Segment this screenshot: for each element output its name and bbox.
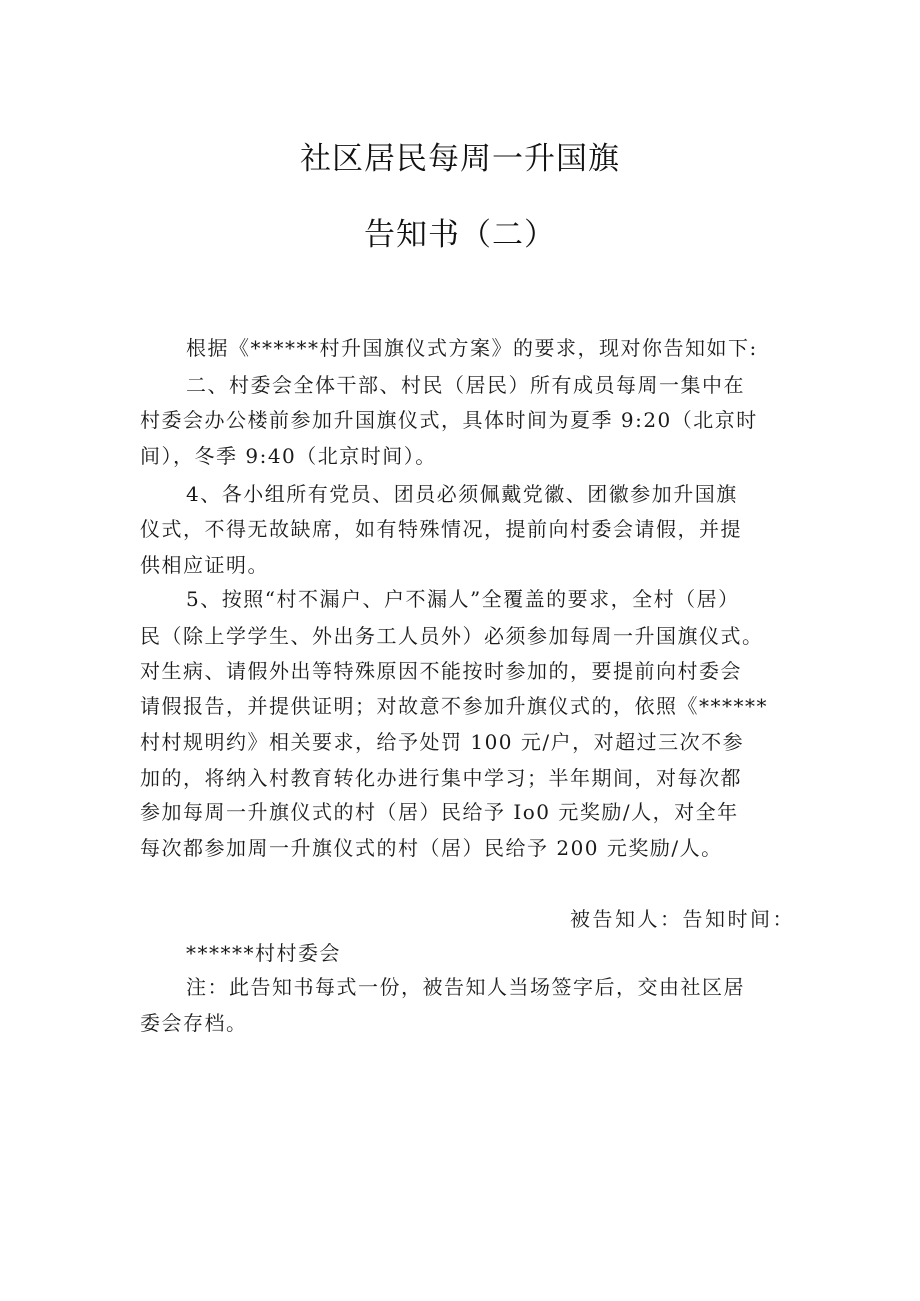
paragraph-2-line: 二、村委会全体干部、村民（居民）所有成员每周一集中在 <box>186 373 745 397</box>
paragraph-5-line: 参加每周一升旗仪式的村（居）民给予 Io0 元奖励/人，对全年 <box>140 800 739 824</box>
paragraph-5-line: 民（除上学学生、外出务工人员外）必须参加每周一升国旗仪式。 <box>140 624 764 648</box>
paragraph-5-line: 村村规明约》相关要求，给予处罚 100 元/户，对超过三次不参 <box>140 730 745 754</box>
paragraph-intro: 根据《******村升国旗仪式方案》的要求，现对你告知如下: <box>186 336 758 360</box>
paragraph-5-line: 对生病、请假外出等特殊原因不能按时参加的，要提前向村委会 <box>140 659 742 683</box>
paragraph-4-line: 供相应证明。 <box>140 553 269 577</box>
paragraph-2-line: 间），冬季 9:40（北京时间）。 <box>140 444 437 468</box>
paragraph-5-line: 加的，将纳入村教育转化办进行集中学习；半年期间，对每次都 <box>140 766 742 790</box>
document-subtitle: 告知书（二） <box>364 217 556 253</box>
issuer-name: ******村村委会 <box>186 941 341 965</box>
paragraph-2-line: 村委会办公楼前参加升国旗仪式，具体时间为夏季 9:20（北京时 <box>140 408 758 432</box>
paragraph-5-line: 5、按照“村不漏户、户不漏人”全覆盖的要求，全村（居） <box>186 587 740 611</box>
note-line: 注：此告知书每式一份，被告知人当场签字后，交由社区居 <box>186 975 745 999</box>
recipient-signature-line: 被告知人：告知时间： <box>570 907 795 931</box>
note-line: 委会存档。 <box>140 1011 248 1035</box>
paragraph-4-line: 仪式，不得无故缺席，如有特殊情况，提前向村委会请假，并提 <box>140 517 742 541</box>
document-title: 社区居民每周一升国旗 <box>300 141 620 177</box>
paragraph-4-line: 4、各小组所有党员、团员必须佩戴党徽、团徽参加升国旗 <box>186 482 738 506</box>
paragraph-5-line: 每次都参加周一升旗仪式的村（居）民给予 200 元奖励/人。 <box>140 836 723 860</box>
paragraph-5-line: 请假报告，并提供证明；对故意不参加升旗仪式的，依照《****** <box>140 694 768 718</box>
